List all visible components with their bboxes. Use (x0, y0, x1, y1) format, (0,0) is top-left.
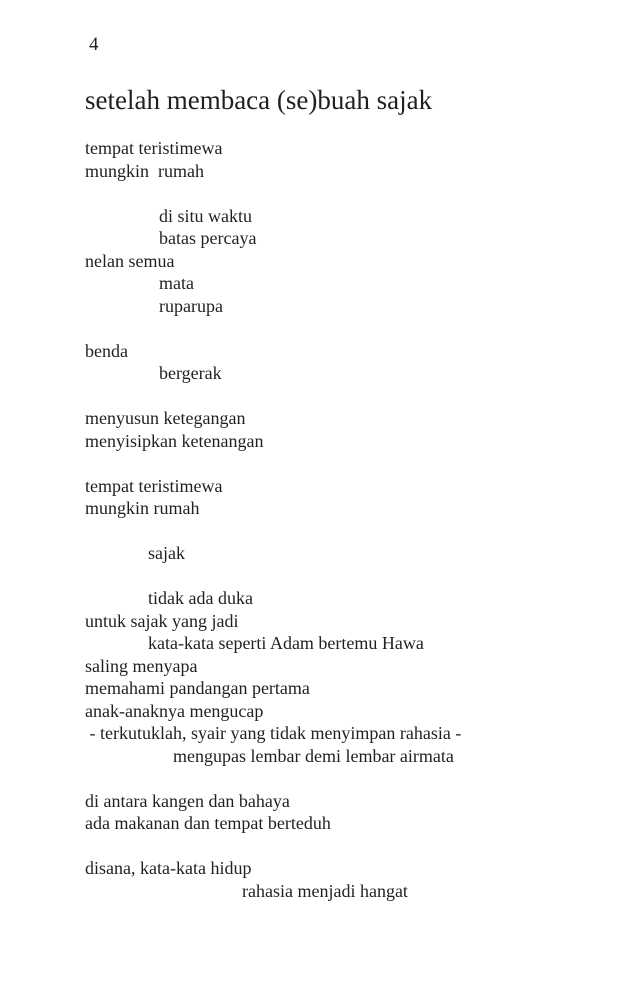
poem-line: rahasia menjadi hangat (242, 880, 408, 901)
poem-line: mungkin rumah (85, 498, 200, 518)
stanza-gap (85, 317, 625, 340)
poem-line: disana, kata-kata hidup (85, 858, 252, 878)
poem-line: di antara kangen dan bahaya (85, 790, 290, 811)
poem-line: ada makanan dan tempat berteduh (85, 813, 331, 833)
poem-line: menyisipkan ketenangan (85, 430, 264, 451)
poem-line: benda (85, 340, 128, 361)
stanza-gap (85, 385, 625, 408)
poem-line: tempat teristimewa (85, 475, 223, 496)
stanza-gap (85, 520, 625, 543)
poem-line: saling menyapa (85, 655, 198, 676)
poem-line: menyusun ketegangan (85, 408, 246, 428)
poem-line: memahami pandangan pertama (85, 678, 310, 698)
poem-line: ruparupa (159, 295, 223, 316)
stanza-gap (85, 767, 625, 790)
stanza-gap (85, 452, 625, 475)
page-number: 4 (89, 34, 99, 55)
stanza-gap (85, 835, 625, 858)
stanza-gap (85, 565, 625, 588)
poem-line: mungkin rumah (85, 160, 204, 181)
poem-line: - terkutuklah, syair yang tidak menyimpan rahasia - (85, 723, 462, 743)
poem-line: bergerak (159, 363, 222, 383)
poem-body (85, 137, 625, 902)
poem-line: nelan semua (85, 250, 175, 271)
poem-line: tempat teristimewa (85, 138, 223, 158)
poem-title: setelah membaca (se)buah sajak (85, 85, 433, 115)
poem-line: mengupas lembar demi lembar airmata (173, 745, 454, 766)
poem-line: mata (159, 273, 194, 293)
poem-line: batas percaya (159, 228, 257, 248)
poem-line: anak-anaknya mengucap (85, 700, 264, 721)
stanza-gap (85, 182, 625, 205)
poem-line: kata-kata seperti Adam bertemu Hawa (148, 633, 424, 653)
poem-line: di situ waktu (159, 205, 252, 226)
poem-line: sajak (148, 543, 185, 563)
poem-line: tidak ada duka (148, 588, 253, 608)
poem-line: untuk sajak yang jadi (85, 610, 239, 631)
